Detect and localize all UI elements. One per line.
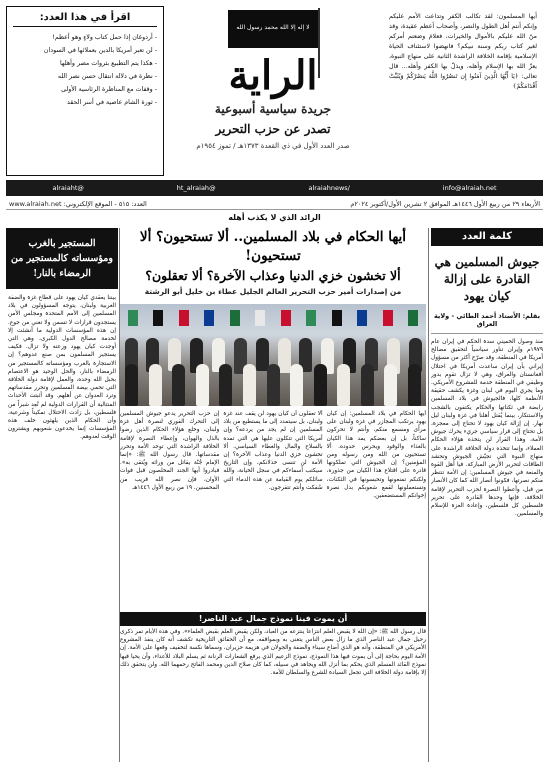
left-sidebar: [6, 228, 118, 762]
front-row-people: [120, 364, 426, 406]
main-headline-second-line[interactable]: ألا تخشون خزي الدنيا وعذاب الآخرة؟ ألا تعقلون؟: [145, 268, 401, 283]
newspaper-subtitle: جريدة سياسية أسبوعية: [214, 102, 332, 116]
editorial-body: منذ وصول الخميني سدة الحكم في إيران عام ١٩٧٩م وإيران تناور سياسياً لتحقيق مصالح أمريكا في المنطقة، وقد صرّح أكثر من مسؤول إيراني بأن إيران ساعدت أمريكا في احتلال أفغانستان والعراق، وهي لا تزال تقوم بدور وظيفي في المنطقة خدمة للمشروع الأمريكي. وما يجري اليوم في لبنان وغزة يكشف حقيقة الأنظمة كلها، فالجيوش في بلاد المسلمين رابضة في ثكناتها والحكام يكتفون بالشجب والاستنكار، بينما يُقتل أهلنا في غزة ولبنان ليل نهار. إن إزالة كيان يهود لا تحتاج إلى معجزة، بل تحتاج إلى قرار سياسي جريء يحرك جيوش الأمة، وهذا القرار لن يتخذه هؤلاء الحكام العملاء، وإنما تتخذه دولة الخلافة الراشدة على منهاج النبوة التي تجيّش الجيوش وتحشد الطاقات لتحرير الأرض المباركة. فيا أهل القوة والمنعة في جيوش المسلمين: إن الأمة تنتظر منكم نصرتها، فكونوا أنصار الله كما كان الأنصار من قبل، وأعطوا النصرة لحزب التحرير لإقامة الخلافة، فإنها وحدها القادرة على تحرير فلسطين كل فلسطين، وإعادة العزة للإسلام والمسلمين.: [431, 339, 543, 518]
black-flag-icon: [228, 10, 318, 48]
slogan: الرائد الذي لا يكذب أهله: [228, 213, 321, 222]
publisher-line: تصدر عن حزب التحرير: [215, 122, 331, 136]
main-article: [120, 410, 426, 610]
social-bar: [6, 180, 543, 196]
email-link[interactable]: info@alraiah.net: [442, 184, 497, 192]
secondary-headline[interactable]: أن يموت فينا نموذج جمال عبد الناصر!: [120, 612, 426, 626]
sidebar-title[interactable]: المستجير بالغرب ومؤسساته كالمستجير من الرمضاء بالنار!: [6, 228, 118, 289]
toc-list: [13, 31, 157, 109]
summit-photo: [120, 304, 426, 406]
facebook-link[interactable]: /alraiahnews: [308, 184, 350, 192]
toc-item[interactable]: - هكذا يتم التطبيع بثروات مصر وأهلها: [59, 60, 157, 67]
toc-item[interactable]: - وقفات مع المناظرة الرئاسية الأولى: [61, 86, 157, 93]
column-divider: [428, 228, 429, 762]
editorial-title[interactable]: جيوش المسلمين هي القادرة على إزالة كيان يهود: [434, 255, 540, 303]
issue-date: الأربعاء ٢٩ من ربيع الأول ١٤٤٦هـ الموافق ٢ تشرين الأول/أكتوبر ٢٠٢٤م: [350, 199, 540, 208]
toc-title: اقرأ في هذا العدد:: [13, 12, 157, 27]
instagram-link[interactable]: @alraiaht: [52, 184, 84, 192]
toc-item[interactable]: - أردوغان إذا حمل كتاب ولاءٍ وهو أعظم!: [52, 34, 157, 41]
article-column: إن حزب التحرير يدعو جيوش المسلمين إلى التحرك الفوري لنصرة أهل غزة ولبنان، وخلع هؤلاء الحكام الذين رضوا بالذل والهوان، وإعطاء النصرة لإقامة الخلافة الراشدة التي توحد الأمة وتحرر مقدساتها. قال رسول الله ﷺ: «إنما الإمام جُنّة يقاتل من ورائه ويُتقى به». فبادروا أيها الجند المخلصون قبل فوات الأوان، فإن نصر الله قريب من المحسنين. ١٩ من ربيع الأول ١٤٤٦هـ: [120, 411, 220, 491]
first-issue-line: صدر العدد الأول في ذي القعدة ١٣٧٣هـ / تموز ١٩٥٤م: [196, 142, 350, 150]
newspaper-header: [6, 6, 543, 176]
flags-row: [120, 310, 426, 332]
main-headline[interactable]: أيها الحكام في بلاد المسلمين.. ألا تستحيون؟ ألا تستحيون!: [139, 229, 407, 264]
article-column: ألا تعقلون أن كيان يهود لن يقف عند غزة ولبنان، بل سيتمدد إلى ما يستطيع من بلاد المسلمين إن لم يجد من يردعه؟ وإن أمريكا التي تتكلون عليها هي التي تمده بالسلاح والمال والغطاء السياسي. ألا تخشون خزي الدنيا وعذاب الآخرة؟ إن الأمة لن تنسى خذلانكم، وإن التاريخ سيكتب أسماءكم في سجل الخيانة، والله سائلكم يوم القيامة عن هذه الدماء التي سُفكت وأنتم تتفرجون.: [223, 411, 323, 491]
issue-number-website: العدد: ٥١٥ - الموقع الإلكتروني: www.alraiah.net: [9, 199, 147, 208]
front-appeal-text: أيها المسلمون: لقد تكالب الكفر وتداعت الأمم عليكم وإنكم أنتم أهل الطول والنصر، وأصحاب أعظم عقيدة، وقد منّ الله عليكم بالأموال والخيرات، فعلامَ وضعتم أمركم لغير كتاب ربكم وسنة نبيكم؟ فانهضوا لاستئناف الحياة الإسلامية بإقامة الخلافة الراشدة الثانية على منهاج النبوة، يعزّ الله بها الإسلام وأهله، ويذلّ بها الكفر وأهله... قال تعالى: ﴿يَا أَيُّهَا الَّذِينَ آمَنُوا إِن تَنصُرُوا اللَّهَ يَنصُرْكُمْ وَيُثَبِّتْ أَقْدَامَكُمْ﴾: [389, 13, 537, 90]
headline-source: من إصدارات أمير حزب التحرير العالم الجليل عطاء بن خليل أبو الرشتة: [144, 287, 402, 296]
issue-info-bar: [6, 198, 543, 210]
issue-number: العدد: ٥١٥: [118, 199, 147, 208]
front-appeal-box: [383, 6, 543, 176]
article-column: أيها الحكام في بلاد المسلمين: إن كيان يهود يرتكب المجازر في غزة ولبنان على مرأى ومسمع منكم، وأنتم لا تحركون ساكناً، بل إن بعضكم يمد هذا الكيان بالغذاء والوقود ويحرس حدوده. ألا تستحيون من الله ومن رسوله ومن المؤمنين؟ إن الجيوش التي تملكونها قادرة على اقتلاع هذا الكيان من جذوره، ولكنكم تمنعونها وتحبسونها في الثكنات، وتستعملونها لقمع شعوبكم بدل نصرة إخوانكم المستضعفين.: [326, 411, 426, 500]
table-of-contents: [6, 6, 164, 176]
website-link[interactable]: الموقع الإلكتروني: www.alraiah.net: [9, 199, 113, 208]
editorial-column: [431, 228, 543, 762]
editorial-author: بقلم: الأستاذ أحمد الطائي - ولاية العراق: [431, 309, 543, 334]
newspaper-logo: الراية: [228, 52, 318, 99]
toc-item[interactable]: - لن تعبر أمريكا بالدين بعملائها في السودان: [43, 47, 157, 54]
editorial-label: كلمة العدد: [431, 228, 543, 246]
flag-inscription: لا إله إلا الله محمد رسول الله: [236, 24, 310, 31]
sidebar-body: بيننا يعقدي كيان يهود على قطاع غزة والضفة الغربية ولبنان، يتوجه المسؤولون في بلاد المسلمين إلى الأمم المتحدة ومجلس الأمن يستجدون قرارات لا تسمن ولا تغني من جوع. إن هذه المؤسسات الدولية ما أنشئت إلا لخدمة مصالح الدول الكبرى، وهي التي أوجدت كيان يهود ورعته ولا تزال. فكيف يستجير المسلمون بمن صنع عدوهم؟ إن الاستجارة بالغرب ومؤسساته كالمستجير من الرمضاء بالنار، والحل الوحيد هو الاعتصام بحبل الله وحده، والعمل لإقامة دولة الخلافة التي تحمي بيضة المسلمين وتحرر مقدساتهم وترد العدوان عن أهلهم. وقد أثبتت الأحداث المتتالية أن القرارات الدولية لم تُعِد شبراً من فلسطين، بل زادت الاحتلال تمكيناً وشرعية، وأن الحكام الذين يلهثون خلف هذه المؤسسات إنما يخدعون شعوبهم ويشترون الوقت لعدوهم.: [8, 295, 116, 441]
toc-item[interactable]: - نظرة في دلالة انتقال حسن نصر الله: [57, 73, 157, 80]
twitter-link[interactable]: @ht_alraiah: [176, 184, 216, 192]
main-headline-box: [120, 228, 426, 302]
masthead: [173, 6, 373, 176]
toc-item[interactable]: - ثورة الشام عاصية في أسر الحقد: [66, 99, 157, 106]
secondary-article-body: قال رسول الله ﷺ: «إن الله لا يقبض العلم انتزاعاً ينتزعه من العباد، ولكن يقبض العلم بقبض العلماء». وفي هذه الأيام تمر ذكرى رحيل جمال عبد الناصر الذي ما زال بعض الناس يتغنى به وبمواقفه، مع أن الحقائق التاريخية تكشف أنه كان ينفذ المشروع الأمريكي في المنطقة، وأنه هو الذي أضاع سيناء والضفة والجولان في هزيمة حزيران، وسماها نكسة لتخفيف وقعها على الأمة. إن الأمة اليوم بحاجة إلى أن يموت فيها هذا النموذج، نموذج الزعيم الذي يرفع الشعارات الرنانة ثم يسلم البلاد للأعداء، وأن يحيا فيها نموذج القائد المسلم الذي يحكم بما أنزل الله ويجاهد في سبيله، كما كان صلاح الدين ومحمد الفاتح رحمهما الله. ولن يتحقق ذلك إلا بإقامة دولة الخلافة التي تجعل السيادة للشرع والسلطان للأمة.: [120, 629, 426, 677]
